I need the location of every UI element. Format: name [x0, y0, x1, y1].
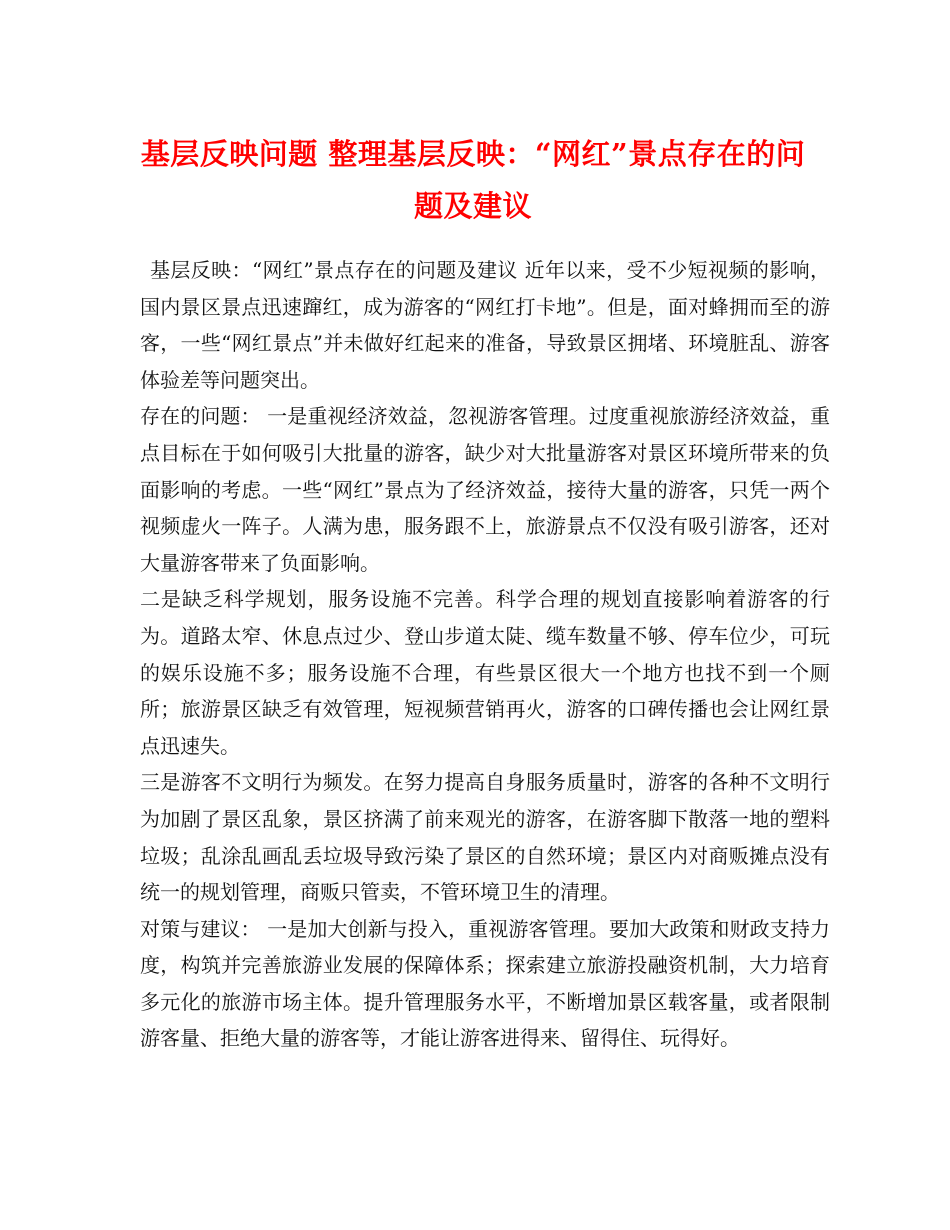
document-title [128, 128, 818, 232]
title-line-2: 题及建议 [413, 189, 532, 223]
paragraph-suggestions: 对策与建议： 一是加大创新与投入，重视游客管理。要加大政策和财政支持力度，构筑并完善旅游业发展的保障体系；探索建立旅游投融资机制，大力培育多元化的旅游市场主体。提升管理服务水平，不断增加景区载客量，或者限制游客量、拒绝大量的游客等，才能让游客进得来、留得住、玩得好。 [140, 916, 830, 1051]
document-body [140, 252, 830, 1057]
title-line-1: 基层反映问题 整理基层反映：“网红”景点存在的问 [140, 137, 806, 171]
paragraph-problems: 存在的问题： 一是重视经济效益，忽视游客管理。过度重视旅游经济效益，重点目标在于如何吸引大批量的游客，缺少对大批量游客对景区环境所带来的负面影响的考虑。一些“网红”景点为了经济效益，接待大量的游客，只凭一两个视频虚火一阵子。人满为患，服务跟不上，旅游景点不仅没有吸引游客，还对大量游客带来了负面影响。 [140, 404, 830, 575]
paragraph-problem-3: 三是游客不文明行为频发。在努力提高自身服务质量时，游客的各种不文明行为加剧了景区乱象，景区挤满了前来观光的游客，在游客脚下散落一地的塑料垃圾；乱涂乱画乱丢垃圾导致污染了景区的自然环境；景区内对商贩摊点没有统一的规划管理，商贩只管卖，不管环境卫生的清理。 [140, 770, 830, 905]
paragraph-intro: 基层反映：“网红”景点存在的问题及建议 近年以来，受不少短视频的影响，国内景区景点迅速蹿红，成为游客的“网红打卡地”。但是，面对蜂拥而至的游客，一些“网红景点”并未做好红起来的准备，导致景区拥堵、环境脏乱、游客体验差等问题突出。 [140, 258, 830, 392]
paragraph-problem-2: 二是缺乏科学规划，服务设施不完善。科学合理的规划直接影响着游客的行为。道路太窄、休息点过少、登山步道太陡、缆车数量不够、停车位少，可玩的娱乐设施不多；服务设施不合理，有些景区很大一个地方也找不到一个厕所；旅游景区缺乏有效管理，短视频营销再火，游客的口碑传播也会让网红景点迅速失。 [140, 587, 830, 758]
